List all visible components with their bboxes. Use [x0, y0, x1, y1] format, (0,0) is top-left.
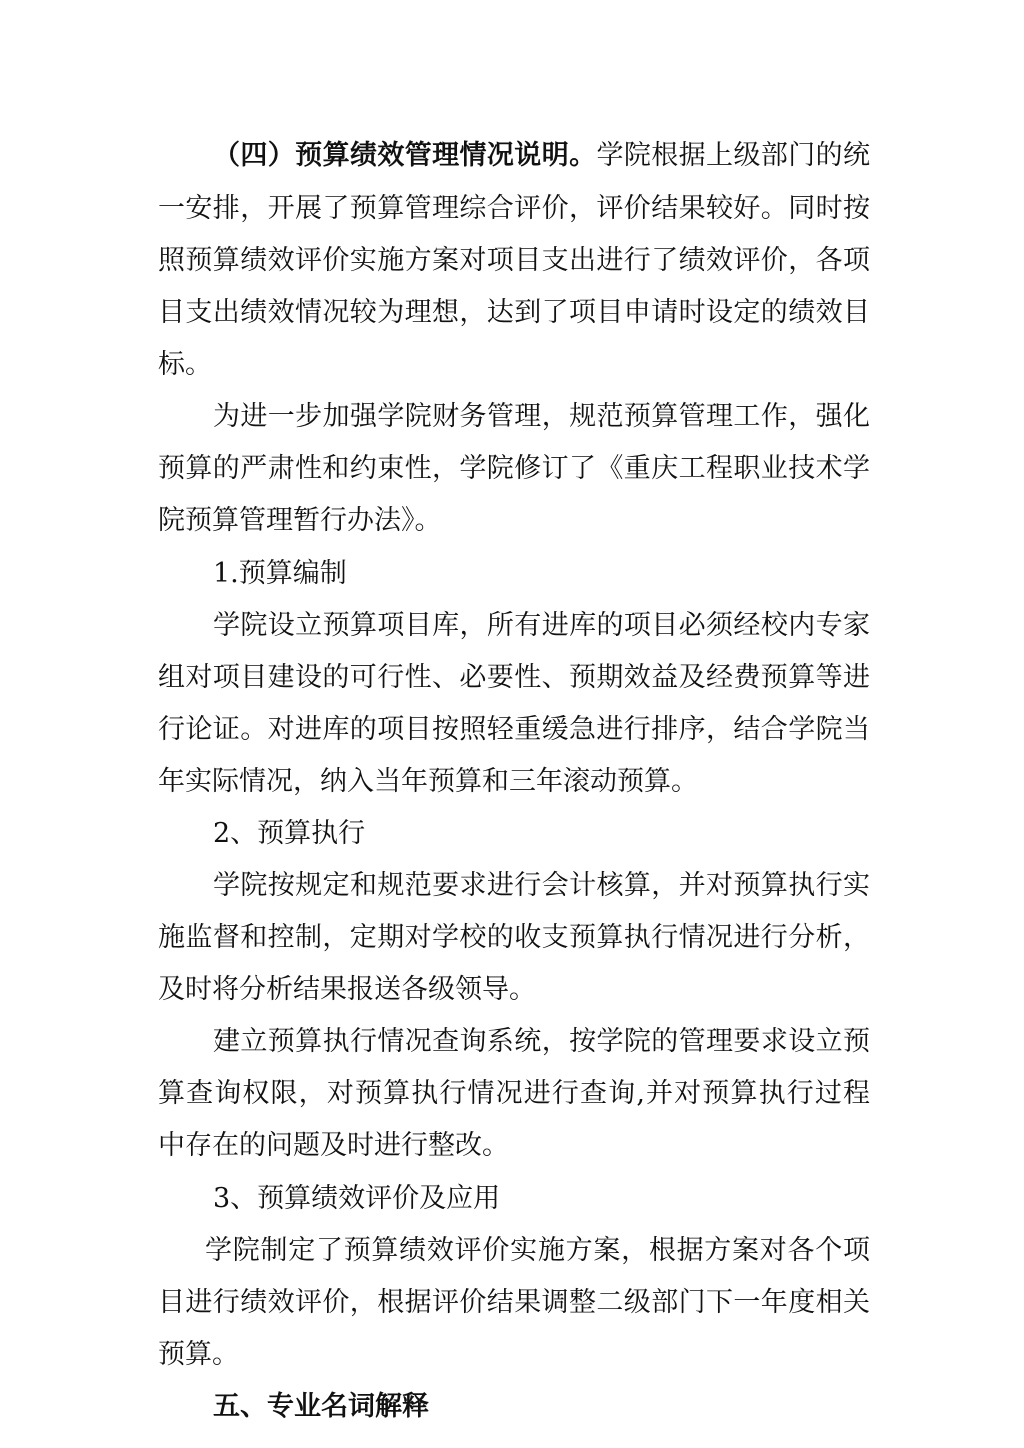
item3-line-1: 学院制定了预算绩效评价实施方案，根据方案对各个项 [205, 1235, 870, 1266]
intro-line-2: 预算的严肃性和约束性，学院修订了《重庆工程职业技术学 [158, 453, 870, 484]
item2-p1-line-2: 施监督和控制，定期对学校的收支预算执行情况进行分析， [158, 922, 870, 953]
item1-line-2: 组对项目建设的可行性、必要性、预期效益及经费预算等进 [158, 662, 870, 693]
section4-line-1 [213, 138, 870, 174]
section5-heading: 五、专业名词解释 [213, 1391, 429, 1422]
section4-line-3: 照预算绩效评价实施方案对项目支出进行了绩效评价，各项 [158, 245, 870, 276]
section4-line-2: 一安排，开展了预算管理综合评价，评价结果较好。同时按 [158, 193, 870, 224]
item1-line-3: 行论证。对进库的项目按照轻重缓急进行排序，结合学院当 [158, 714, 870, 745]
item3-line-3: 预算。 [158, 1339, 239, 1370]
section4-text-1: 学院根据上级部门的统 [596, 140, 871, 171]
section4-line-4: 目支出绩效情况较为理想，达到了项目申请时设定的绩效目 [158, 297, 870, 328]
section4-heading: （四）预算绩效管理情况说明。 [213, 140, 597, 171]
item2-p1-line-1: 学院按规定和规范要求进行会计核算，并对预算执行实 [213, 870, 870, 901]
item1-title: 1.预算编制 [213, 558, 347, 589]
item1-line-4: 年实际情况，纳入当年预算和三年滚动预算。 [158, 766, 698, 797]
intro-line-3: 院预算管理暂行办法》。 [158, 505, 442, 536]
item3-line-2: 目进行绩效评价，根据评价结果调整二级部门下一年度相关 [158, 1287, 870, 1318]
section4-line-5: 标。 [158, 349, 212, 380]
item3-title: 3、预算绩效评价及应用 [213, 1183, 501, 1214]
item2-p2-line-3: 中存在的问题及时进行整改。 [158, 1130, 509, 1161]
item2-p2-line-2: 算查询权限，对预算执行情况进行查询,并对预算执行过程 [158, 1078, 870, 1109]
item1-line-1: 学院设立预算项目库，所有进库的项目必须经校内专家 [213, 610, 870, 641]
item2-title: 2、预算执行 [213, 818, 366, 849]
item2-p2-line-1: 建立预算执行情况查询系统，按学院的管理要求设立预 [213, 1026, 870, 1057]
intro-line-1: 为进一步加强学院财务管理，规范预算管理工作，强化 [213, 401, 870, 432]
item2-p1-line-3: 及时将分析结果报送各级领导。 [158, 974, 536, 1005]
